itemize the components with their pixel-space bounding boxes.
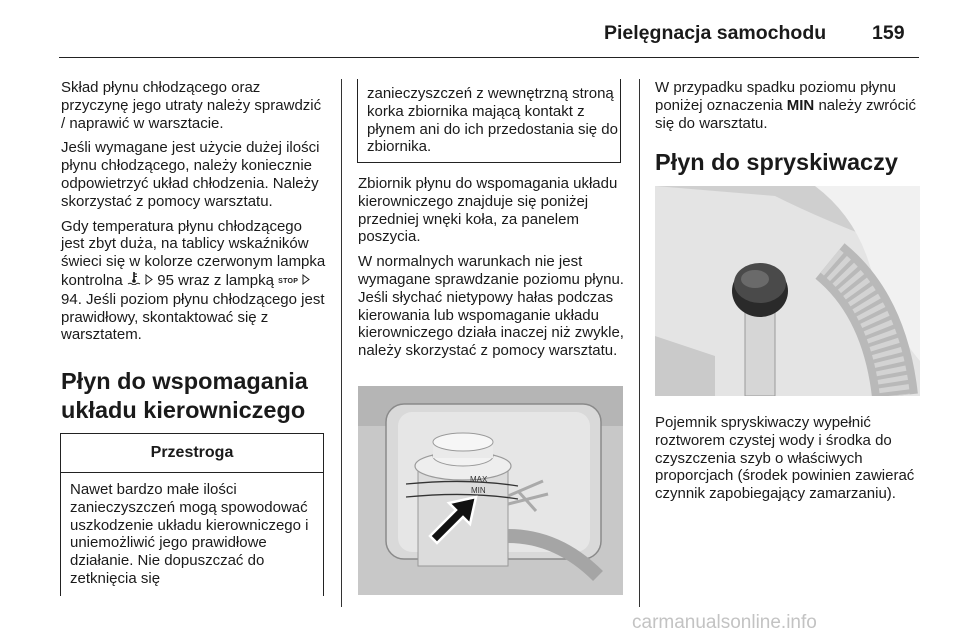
paragraph-min-level: W przypadku spadku poziomu płynu poniżej oznaczenia MIN należy zwrócić się do warsztatu. [655, 79, 916, 132]
washer-fluid-paragraph: Pojemnik spryskiwaczy wypełnić roztworem czystej wody i środka do czyszczenia szyb o właściwych proporcjach (środek powinien zawierać czynnik zapobiegający zamarzaniu). [655, 414, 915, 503]
caution-text: Nawet bardzo małe ilości zanieczyszczeń mogą spowodować uszkodzenie układu kierowniczego i uniemożliwić jego prawidłowe działanie. Nie dopuszczać do zetknięcia się [70, 481, 309, 587]
page-reference-icon [145, 274, 153, 285]
column-1 [61, 79, 326, 425]
header-title: Pielęgnacja samochodu [604, 22, 827, 44]
watermark: carmanualsonline.info [632, 612, 817, 633]
section-heading-power-steering: Płyn do wspomagania układu kierowniczego [61, 368, 308, 424]
section-heading-washer-fluid: Płyn do spryskiwaczy [655, 149, 898, 176]
min-marker-text: MIN [786, 96, 815, 114]
page-number: 159 [872, 22, 905, 44]
stop-lamp-icon: STOP [278, 277, 299, 285]
power-steering-reservoir-illustration [358, 386, 623, 595]
paragraph-fluid-check: W normalnych warunkach nie jest wymagane sprawdzanie poziomu płynu. Jeśli słychać nietypowy hałas podczas kierowania lub wspomaganie układu kierowniczego działa inaczej niż zwykle, należy skorzystać z pomocy warsztatu. [358, 253, 624, 360]
coolant-temperature-icon [127, 271, 141, 285]
page-reference-icon [302, 274, 310, 285]
paragraph-coolant-check: Skład płynu chłodzącego oraz przyczynę jego utraty należy sprawdzić / naprawić w warsztacie. [61, 79, 322, 132]
column-divider [639, 79, 640, 607]
washer-fluid-reservoir-illustration [655, 186, 920, 396]
caution-title: Przestroga [61, 434, 323, 473]
column-3 [655, 79, 921, 177]
max-label: MAX [470, 475, 488, 484]
header-rule [59, 57, 919, 58]
page-reference-95: 95 [157, 271, 174, 289]
caution-box [60, 433, 324, 596]
column-2 [358, 175, 624, 367]
paragraph-bleed-system: Jeśli wymagane jest użycie dużej ilości płynu chłodzącego, należy koniecznie odpowietrzyć układ chłodzenia. Należy skorzystać z pomocy warsztatu. [61, 139, 320, 210]
paragraph-temperature-warning: Gdy temperatura płynu chłodzącego jest zbyt duża, na tablicy wskaźników świeci się w kolorze czerwonym lampka kontrolna 95 wraz z lampką STOP 94. Jeśli poziom płynu chłodzącego jest prawidłowy, skontaktować się z warsztatem. [61, 217, 326, 344]
page-reference-94: 94 [61, 290, 78, 308]
paragraph-reservoir-location: Zbiornik płynu do wspomagania układu kierowniczego znajduje się poniżej przedniej wnęki koła, za panelem poszycia. [358, 175, 618, 246]
caution-box-continued: zanieczyszczeń z wewnętrzną stroną korka zbiornika mającą kontakt z płynem ani do ich przedostania się do zbiornika. [357, 79, 621, 163]
column-divider [341, 79, 342, 607]
min-label: MIN [471, 486, 486, 495]
